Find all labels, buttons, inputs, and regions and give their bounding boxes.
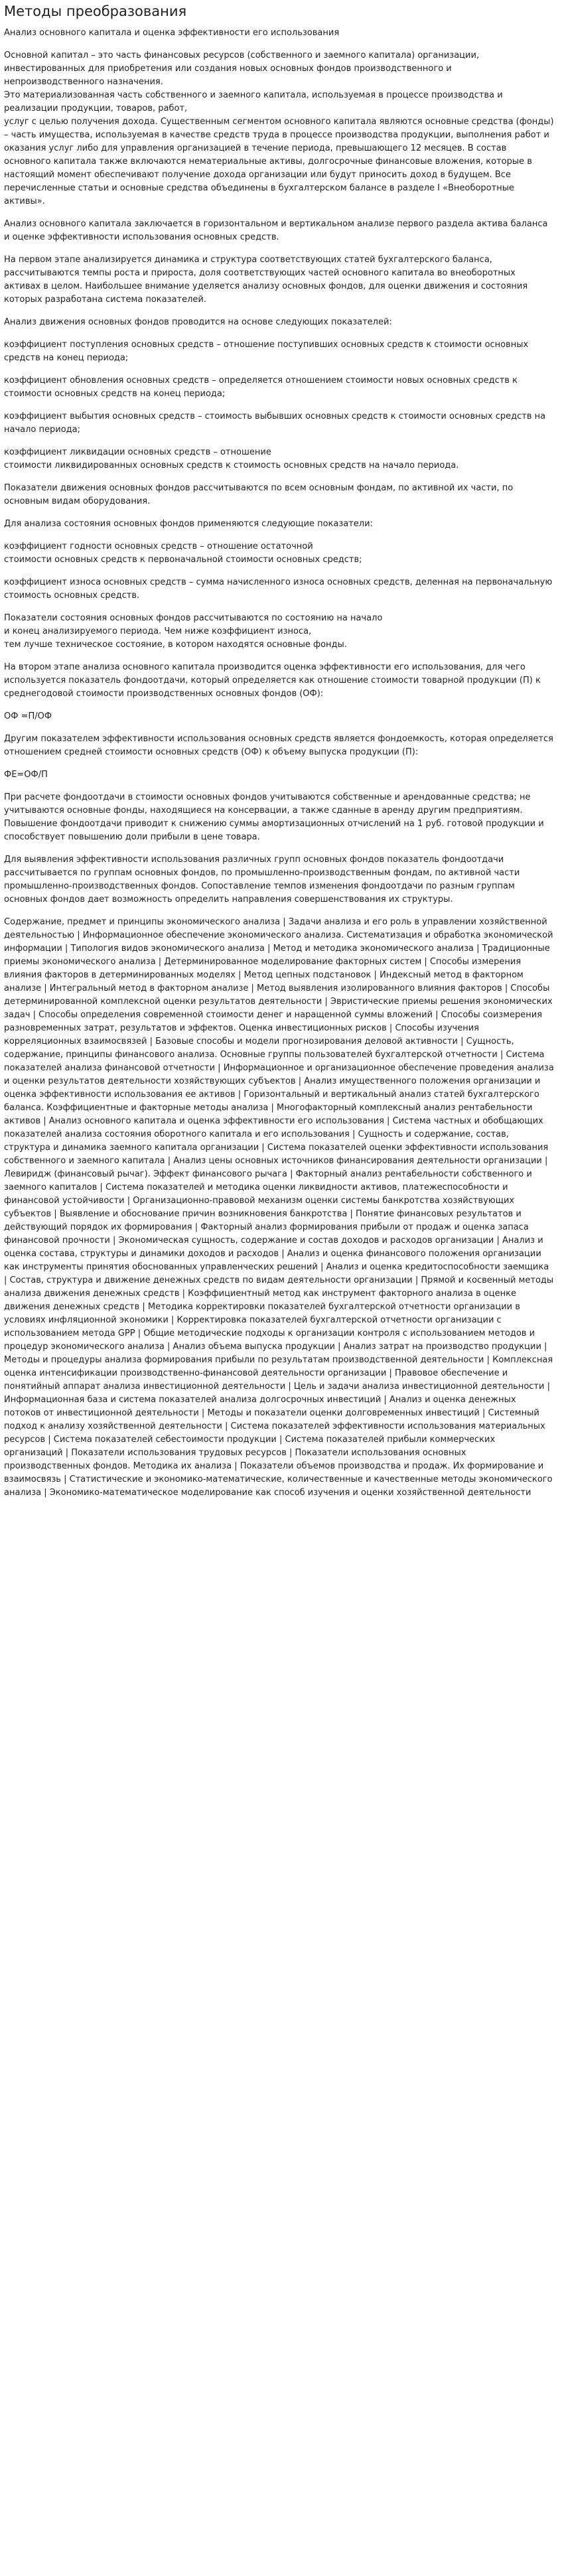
related-link[interactable]: Метод цепных подстановок — [244, 970, 372, 980]
link-separator: | — [74, 930, 83, 940]
link-separator: | — [168, 1315, 177, 1325]
related-link[interactable]: Эвристические приемы решения экономических задач — [4, 997, 553, 1020]
link-separator: | — [155, 957, 165, 967]
related-link[interactable]: Цель и задачи анализа инвестиционной деятельности — [293, 1382, 545, 1392]
related-link[interactable]: Статистические и экономико-математические, количественные и качественные методы экономического анализа — [4, 1474, 553, 1498]
related-link[interactable]: Система показателей себестоимости продукции — [53, 1435, 277, 1445]
link-separator: | — [215, 1063, 224, 1073]
link-separator: | — [347, 1209, 356, 1219]
link-separator: | — [386, 1368, 395, 1378]
related-link[interactable]: Базовые способы и модели прогнозирования деловой активности — [155, 1037, 458, 1046]
paragraph: коэффициент обновления основных средств – определяется отношением стоимости новых основных средств к стоимости основных средств на конец периода; — [4, 376, 518, 399]
link-separator: | — [287, 1169, 296, 1179]
related-link[interactable]: Традиционные приемы экономического анализа — [4, 944, 550, 967]
link-separator: | — [295, 1076, 305, 1086]
link-separator: | — [286, 1448, 295, 1458]
paragraph: На первом этапе анализируется динамика и структура соответствующих статей бухгалтерского баланса, рассчитываются темпы роста и прироста, доля соответствующих частей основного капитала во внеоборотных активах в целом. Наибольшее внимание уделяется анализу основных фондов, для оценки движения и состояния которых разработана система показателей. — [4, 255, 528, 305]
link-separator: | — [544, 1382, 550, 1392]
related-link[interactable]: Способы измерения влияния факторов в детерминированных моделях — [4, 957, 522, 980]
link-separator: | — [165, 1156, 174, 1166]
related-link[interactable]: Способы детерминированной комплексной оценки результатов деятельности — [4, 983, 550, 1007]
related-link[interactable]: Корректировка показателей бухгалтерской отчетности организации с использованием метода GPP — [4, 1315, 502, 1338]
related-link[interactable]: Информационное обеспечение экономического анализа. Систематизация и обработка экономической информации — [4, 930, 553, 954]
paragraph: коэффициент поступления основных средств – отношение поступивших основных средств к стоимости основных средств на конец периода; — [4, 340, 529, 363]
link-separator: | — [259, 1143, 267, 1153]
related-link[interactable]: Экономическая сущность, содержание и состав доходов и расходов организации — [118, 1236, 494, 1246]
related-link[interactable]: Системный подход к анализу хозяйственной деятельности — [4, 1408, 539, 1431]
related-link[interactable]: Метод выявления изолированного влияния факторов — [257, 983, 502, 993]
paragraph: коэффициент износа основных средств – сумма начисленного износа основных средств, деленная на первоначальную стоимость основных средств. — [4, 577, 553, 601]
link-separator: | — [41, 1488, 50, 1498]
link-separator: | — [334, 1342, 344, 1352]
related-link[interactable]: Экономико-математическое моделирование как способ изучения и оценки хозяйственной деятельности — [49, 1488, 531, 1498]
paragraph: Анализ движения основных фондов проводится на основе следующих показателей: — [4, 317, 392, 327]
link-separator: | — [381, 1395, 389, 1405]
article-body — [4, 49, 554, 906]
related-link[interactable]: Факторный анализ формирования прибыли от продаж и оценка запаса финансовой прочности — [4, 1222, 529, 1246]
paragraph: Другим показателем эффективности использования основных средств является фондоемкость, которая определяется отношением средней стоимости основных средств (ОФ) к объему выпуска продукции (П): — [4, 734, 553, 757]
paragraph: Анализ основного капитала заключается в горизонтальном и вертикальном анализе первого раздела актива баланса и оценке эффективности использования основных средств. — [4, 219, 548, 242]
related-link[interactable]: Коэффициентный метод как инструмент факторного анализа в оценке движения денежных средств — [4, 1289, 516, 1312]
related-link[interactable]: Содержание, предмет и принципы экономического анализа — [4, 917, 281, 927]
page-title: Методы преобразования — [4, 3, 187, 19]
link-separator: | — [386, 1023, 395, 1033]
link-separator: | — [322, 997, 330, 1007]
related-link[interactable]: Показатели объемов производства и продаж. Их формирование и взаимосвязь — [4, 1461, 544, 1484]
link-separator: | — [164, 1342, 173, 1352]
link-separator: | — [60, 1474, 70, 1484]
related-link[interactable]: Состав, структура и движение денежных средств по видам деятельности организации — [9, 1275, 413, 1285]
paragraph: Основной капитал – это часть финансовых ресурсов (собственного и заемного капитала) организации, инвестированных для приобретения или создания новых основных фондов производственного и непроизводственного назначения. Это материализованная часть собственного и заемного капитала, используемая в процессе производства и реализации продукции, товаров, работ, услуг с целью получения дохода. Существенным сегментом основного капитала являются основные средства (фонды) – часть имущества, используемая в качестве средств труда в процессе производства продукции, выполнения работ и оказания услуг либо для управления организацией в течение периода, превышающего 12 месяцев. В состав основного капитала также включаются нематериальные активы, долгосрочные финансовые вложения, которые в настоящий момент обеспечивают получение дохода организации или будут приносить доход в будущем. Все перечисленные статьи и основные средства объединены в бухгалтерском балансе в разделе I «Внеоборотные активы». — [4, 50, 554, 206]
link-separator: | — [317, 1262, 326, 1272]
related-link[interactable]: Система показателей прибыли коммерческих организаций — [4, 1435, 496, 1458]
link-separator: | — [264, 944, 273, 954]
related-link[interactable]: Комплексная оценка интенсификации производственно-финансовой деятельности организации — [4, 1355, 553, 1378]
related-link[interactable]: Индексный метод в факторном анализе — [4, 970, 524, 993]
formula-fondoemkost: ФЕ=ОФ/П — [4, 770, 48, 780]
link-separator: | — [421, 957, 430, 967]
article-subtitle: Анализ основного капитала и оценка эффективности его использования — [4, 28, 340, 38]
related-link[interactable]: Общие методические подходы к организации контроля с использованием методов и процедур экономического анализа — [4, 1328, 535, 1352]
link-separator: | — [280, 917, 289, 927]
related-link[interactable]: Многофакторный комплексный анализ рентабельности активов — [4, 1103, 533, 1126]
link-separator: | — [62, 944, 71, 954]
link-separator: | — [30, 1010, 39, 1020]
related-link[interactable]: Система показателей эффективности использования материальных ресурсов — [4, 1421, 545, 1445]
link-separator: | — [268, 1103, 277, 1113]
related-link[interactable]: Прямой и косвенный методы анализа движения денежных средств — [4, 1275, 554, 1299]
link-separator: | — [412, 1275, 421, 1285]
related-link[interactable]: Показатели использования трудовых ресурсов — [71, 1448, 287, 1458]
related-link[interactable]: Типология видов экономического анализа — [70, 944, 265, 954]
link-separator: | — [109, 1236, 119, 1246]
paragraph: коэффициент годности основных средств – отношение остаточной стоимости основных средств к первоначальной стоимости основных средств; — [4, 541, 362, 565]
link-separator: | — [62, 1448, 72, 1458]
link-separator: | — [457, 1037, 466, 1046]
paragraph: Показатели состояния основных фондов рассчитываются по состоянию на начало и конец анализируемого периода. Чем ниже коэффициент износа, тем лучше техническое состояние, в котором находятся основные фонды. — [4, 613, 383, 650]
related-link[interactable]: Анализ объема выпуска продукции — [173, 1342, 335, 1352]
link-separator: | — [285, 1382, 294, 1392]
related-link[interactable]: Выявление и обоснование причин возникновения банкротства — [59, 1209, 348, 1219]
link-separator: | — [479, 1408, 488, 1418]
link-separator: | — [192, 1222, 201, 1232]
related-link[interactable]: Информационное и организационное обеспечение проведения анализа и оценки результатов деятельности хозяйствующих субъектов — [4, 1063, 554, 1086]
related-link[interactable]: Детерминированное моделирование факторных систем — [164, 957, 422, 967]
link-separator: | — [248, 983, 257, 993]
link-separator: | — [179, 1289, 188, 1299]
link-separator: | — [276, 1435, 285, 1445]
related-link[interactable]: Организационно-правовой механизм оценки системы банкротства хозяйствующих субъектов — [4, 1196, 515, 1219]
paragraph: коэффициент ликвидации основных средств – отношение стоимости ликвидированных основных средств к стоимость основных средств на начало периода. — [4, 447, 459, 470]
link-separator: | — [232, 1461, 240, 1471]
related-link[interactable]: Анализ и оценка денежных потоков от инвестиционной деятельности — [4, 1395, 516, 1418]
link-separator: | — [135, 1328, 144, 1338]
related-link[interactable]: Анализ и оценка кредитоспособности заемщика — [326, 1262, 549, 1272]
link-separator: | — [40, 1116, 49, 1126]
related-link[interactable]: Анализ затрат на производство продукции — [343, 1342, 541, 1352]
link-separator: | — [279, 1249, 287, 1259]
formula-fondootdacha: ОФ =П/ОФ — [4, 711, 52, 721]
related-link[interactable]: Сущность, содержание, принципы финансового анализа. Основные группы пользователей бухгалтерской отчетности — [4, 1037, 514, 1060]
related-link[interactable]: Горизонтальный и вертикальный анализ статей бухгалтерского баланса. Коэффициентные и факторные методы анализа — [4, 1090, 539, 1113]
paragraph: коэффициент выбытия основных средств – стоимость выбывших основных средств к стоимости основных средств на начало периода; — [4, 411, 546, 435]
related-link[interactable]: Система показателей анализа финансовой отчетности — [4, 1050, 545, 1073]
related-link[interactable]: Способы соизмерения разновременных затрат, результатов и эффектов. Оценка инвестиционных рисков — [4, 1010, 543, 1033]
link-separator: | — [494, 1236, 503, 1246]
related-link[interactable]: Анализ и оценка финансового положения организации как инструменты принятия обоснованных управленческих решений — [4, 1249, 541, 1272]
related-link[interactable]: Понятие финансовых результатов и действующий порядок их формирования — [4, 1209, 522, 1232]
link-separator: | — [198, 1408, 208, 1418]
related-link[interactable]: Способы определения современной стоимости денег и наращенной суммы вложений — [38, 1010, 433, 1020]
link-separator: | — [433, 1010, 441, 1020]
related-link[interactable]: Методика корректировки показателей бухгалтерской отчетности организации в условиях инфляционной экономики — [4, 1302, 520, 1325]
paragraph: При расчете фондоотдачи в стоимости основных фондов учитываются собственные и арендованные средства; не учитываются основные фонды, находящиеся на консервации, а также сданные в аренду другим предприятиям. Повышение фондоотдачи приводит к снижению суммы амортизационных отчислений на 1 руб. готовой продукции и способствует повышению доли прибыли в цене товара. — [4, 792, 544, 842]
link-separator: | — [4, 1275, 10, 1285]
related-link[interactable]: Информационная база и система показателей анализа долгосрочных инвестиций — [4, 1395, 382, 1405]
link-separator: | — [147, 1037, 156, 1046]
related-link[interactable]: Сущность и содержание, состав, структура и динамика заемного капитала организации — [4, 1129, 509, 1153]
link-separator: | — [502, 983, 511, 993]
paragraph: Для выявления эффективности использования различных групп основных фондов показатель фондоотдачи рассчитывается по группам основных фондов, по промышленно-производственным фондам, по активной части промышленно-производственных фондов. Сопоставление темпов изменения фондоотдачи по разным группам основных фондов дает возможность определить направления совершенствования их структуры. — [4, 855, 520, 904]
related-link[interactable]: Анализ и оценка состава, структуры и динамики доходов и расходов — [4, 1236, 543, 1259]
related-link[interactable]: Анализ имущественного положения организации и оценка эффективности использования ее активов — [4, 1076, 541, 1100]
related-link[interactable]: Анализ основного капитала и оценка эффективности его использования — [48, 1116, 384, 1126]
related-link[interactable]: Методы и процедуры анализа формирования прибыли по результатам производственной деятельности — [4, 1355, 484, 1365]
link-separator: | — [51, 1209, 60, 1219]
link-separator: | — [45, 1435, 54, 1445]
paragraph: На втором этапе анализа основного капитала производится оценка эффективности его использования, для чего используется показатель фондоотдачи, который определяется как отношение стоимости товарной продукции (П) к среднегодовой стоимости производственных основных фондов (ОФ): — [4, 662, 541, 699]
related-link[interactable]: Правовое обеспечение и понятийный аппарат анализа инвестиционной деятельности — [4, 1368, 508, 1392]
link-separator: | — [41, 983, 50, 993]
link-separator: | — [371, 970, 380, 980]
related-link[interactable]: Интегральный метод в факторном анализе — [49, 983, 249, 993]
link-separator: | — [541, 1342, 547, 1352]
link-separator: | — [474, 944, 482, 954]
link-separator: | — [235, 970, 244, 980]
related-link[interactable]: Система показателей и методика оценки ликвидности активов, платежеспособности и финансовой устойчивости — [4, 1182, 508, 1206]
link-separator: | — [541, 1156, 548, 1166]
related-link[interactable]: Метод и методика экономического анализа — [273, 944, 474, 954]
related-links-list — [4, 916, 554, 1500]
link-separator: | — [384, 1116, 393, 1126]
link-separator: | — [349, 1129, 358, 1139]
related-link[interactable]: Методы и показатели оценки долговременных инвестиций — [207, 1408, 480, 1418]
related-link[interactable]: Задачи анализа и его роль в управлении хозяйственной деятельностью — [4, 917, 547, 940]
related-link[interactable]: Система частных и обобщающих показателей анализа состояния оборотного капитала и его использования — [4, 1116, 543, 1139]
related-link[interactable]: Левиридж (финансовый рычаг). Эффект финансового рычага — [4, 1169, 287, 1179]
related-link[interactable]: Анализ цены основных источников финансирования деятельности организации — [173, 1156, 542, 1166]
related-link[interactable]: Способы изучения корреляционных взаимосвязей — [4, 1023, 479, 1046]
paragraph: Для анализа состояния основных фондов применяются следующие показатели: — [4, 519, 373, 529]
link-separator: | — [484, 1355, 493, 1365]
related-link[interactable]: Система показателей оценки эффективности использования собственного и заемного капитала — [4, 1143, 549, 1166]
link-separator: | — [97, 1182, 105, 1192]
related-link[interactable]: Факторный анализ рентабельности собственного и заемного капиталов — [4, 1169, 532, 1192]
link-separator: | — [235, 1090, 244, 1100]
link-separator: | — [124, 1196, 133, 1206]
link-separator: | — [139, 1302, 148, 1312]
link-separator: | — [497, 1050, 506, 1060]
related-link[interactable]: Показатели использования основных производственных фондов. Методика их анализа — [4, 1448, 466, 1471]
paragraph: Показатели движения основных фондов рассчитываются по всем основным фондам, по активной их части, по основным видам оборудования. — [4, 483, 514, 506]
link-separator: | — [222, 1421, 231, 1431]
